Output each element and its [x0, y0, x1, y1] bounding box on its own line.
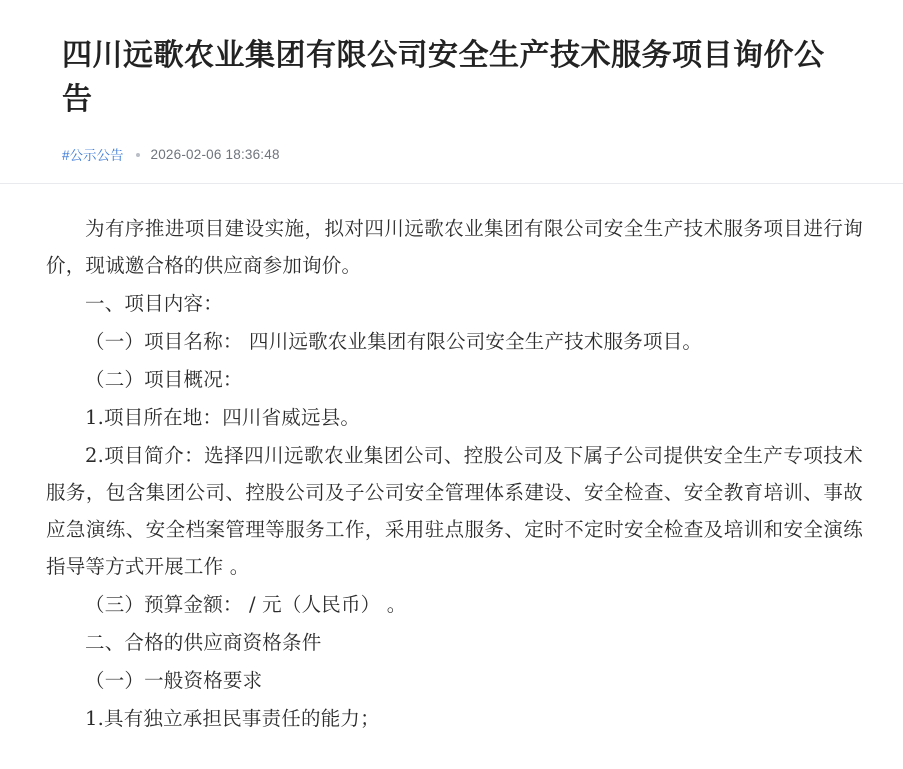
document-body: [0, 184, 903, 747]
paragraph-project-name: （一）项目名称： 四川远歌农业集团有限公司安全生产技术服务项目。: [85, 330, 703, 353]
separator-dot-icon: [136, 153, 140, 157]
paragraph-section-1-heading: 一、项目内容：: [85, 292, 223, 315]
paragraph-budget-amount: （三）预算金额： / 元（人民币） 。: [85, 593, 407, 616]
page-title: 四川远歌农业集团有限公司安全生产技术服务项目询价公告: [62, 39, 825, 116]
paragraph-intro: 为有序推进项目建设实施，拟对四川远歌农业集团有限公司安全生产技术服务项目进行询价，现诚邀合格的供应商参加询价。: [46, 217, 863, 277]
paragraph-general-qualification-heading: （一）一般资格要求: [85, 669, 263, 692]
document-meta: [62, 122, 851, 183]
category-tag-link[interactable]: #公示公告: [62, 148, 124, 163]
paragraph-section-2-heading: 二、合格的供应商资格条件: [85, 631, 322, 654]
paragraph-project-description: 2.项目简介：选择四川远歌农业集团公司、控股公司及下属子公司提供安全生产专项技术服务，包含集团公司、控股公司及子公司安全管理体系建设、安全检查、安全教育培训、事故应急演练、安全档案管理等服务工作，采用驻点服务、定时不定时安全检查及培训和安全演练指导等方式开展工作 。: [46, 444, 863, 578]
paragraph-project-overview-heading: （二）项目概况：: [85, 368, 243, 391]
paragraph-qualification-item-1: 1.具有独立承担民事责任的能力；: [85, 707, 380, 730]
page-top-spacer: [0, 0, 903, 28]
publish-timestamp: 2026-02-06 18:36:48: [150, 147, 280, 162]
document-header: [0, 28, 903, 183]
paragraph-project-location: 1.项目所在地：四川省威远县。: [85, 406, 361, 429]
